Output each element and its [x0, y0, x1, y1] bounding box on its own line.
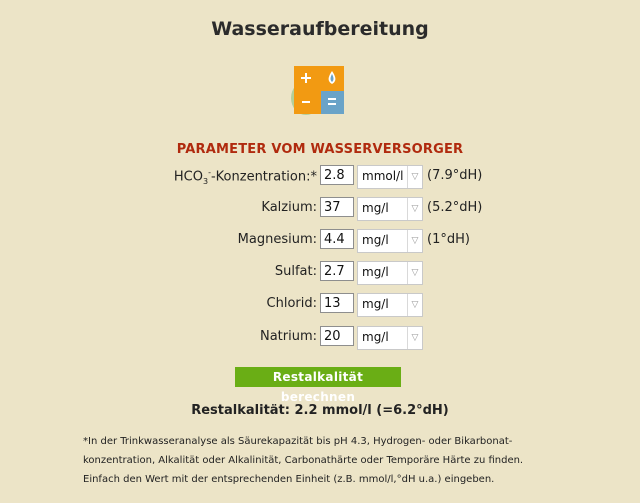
param-label-magnesium: Magnesium: — [237, 232, 317, 247]
footnote-text: *In der Trinkwasseranalyse als Säurekapazität bis pH 4.3, Hydrogen- oder Bikarbonat-konzentration, Alkalität oder Alkalinität, Carbonathärte oder Temporäre Härte zu finden. Einfach den Wert mit der entsprechenden Einheit (z.B. mmol/l,°dH u.a.) eingeben. — [83, 436, 524, 485]
param-label-hco3: $HCO_3^--Konzentration:*$ — [173, 168, 317, 186]
param-label-kalzium: Kalzium: — [261, 200, 317, 215]
calculator-water-drop-icon — [288, 60, 350, 120]
chevron-down-icon: ▽ — [407, 166, 422, 188]
result-text: Restalkalität: 2.2 mmol/l (=6.2°dH) — [191, 403, 449, 418]
natrium-unit-select[interactable] — [357, 326, 423, 350]
hco3-unit-select[interactable] — [357, 165, 423, 189]
hco3-value-input[interactable]: 2.8 — [320, 165, 354, 185]
magnesium-dh-value: (1°dH) — [427, 232, 470, 247]
natrium-value-input[interactable]: 20 — [320, 326, 354, 346]
param-row-kalzium — [0, 197, 640, 221]
param-row-hco3 — [0, 165, 640, 189]
param-label-chlorid: Chlorid: — [266, 296, 317, 311]
magnesium-unit-value: mg/l — [362, 233, 389, 247]
chevron-down-icon: ▽ — [407, 198, 422, 220]
param-label-sulfat: Sulfat: — [274, 264, 317, 279]
chevron-down-icon: ▽ — [407, 230, 422, 252]
chevron-down-icon: ▽ — [407, 327, 422, 349]
calculate-button[interactable]: Restalkalität berechnen — [235, 367, 401, 387]
param-row-sulfat — [0, 261, 640, 285]
sulfat-unit-select[interactable] — [357, 261, 423, 285]
param-row-magnesium — [0, 229, 640, 253]
chlorid-unit-value: mg/l — [362, 297, 389, 311]
magnesium-unit-select[interactable] — [357, 229, 423, 253]
sulfat-unit-value: mg/l — [362, 265, 389, 279]
natrium-unit-value: mg/l — [362, 330, 389, 344]
kalzium-dh-value: (5.2°dH) — [427, 200, 483, 215]
param-row-natrium — [0, 326, 640, 350]
kalzium-value-input[interactable]: 37 — [320, 197, 354, 217]
section-heading: PARAMETER VOM WASSERVERSORGER — [176, 142, 464, 157]
hco3-dh-value: (7.9°dH) — [427, 168, 483, 183]
chevron-down-icon: ▽ — [407, 262, 422, 284]
param-row-chlorid — [0, 293, 640, 317]
kalzium-unit-select[interactable] — [357, 197, 423, 221]
chlorid-value-input[interactable]: 13 — [320, 293, 354, 313]
kalzium-unit-value: mg/l — [362, 201, 389, 215]
chevron-down-icon: ▽ — [407, 294, 422, 316]
chlorid-unit-select[interactable] — [357, 293, 423, 317]
hco3-unit-value: mmol/l — [362, 169, 404, 183]
sulfat-value-input[interactable]: 2.7 — [320, 261, 354, 281]
magnesium-value-input[interactable]: 4.4 — [320, 229, 354, 249]
page-title: Wasseraufbereitung — [211, 18, 429, 40]
param-label-natrium: Natrium: — [259, 329, 317, 344]
